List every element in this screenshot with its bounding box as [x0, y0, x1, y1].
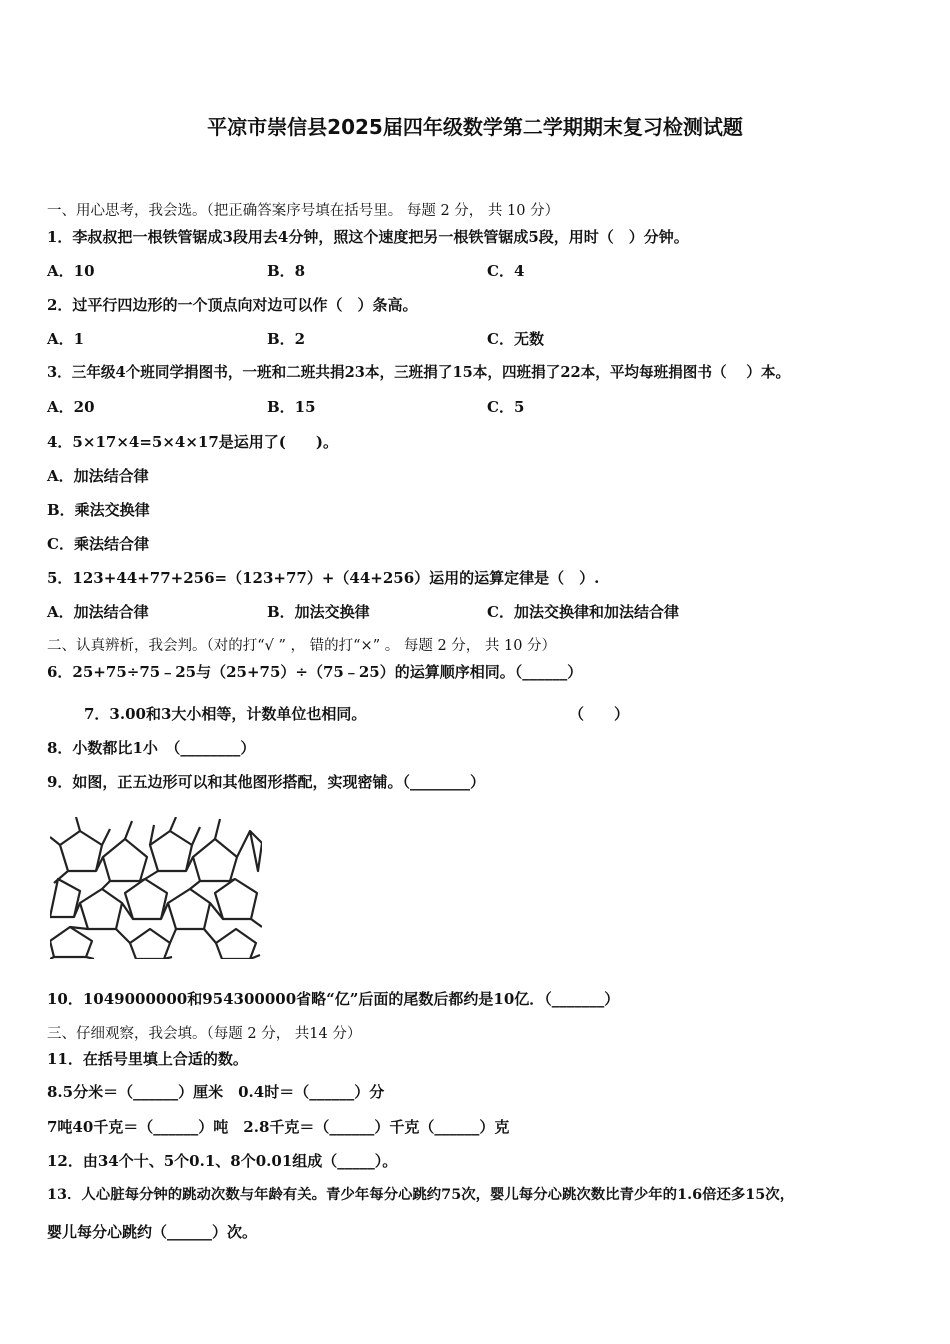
- q1-option-a: A．10: [47, 262, 95, 280]
- question-13-line-2: 婴儿每分心跳约（______）次。: [47, 1223, 258, 1241]
- pentagon-tiling-icon: [50, 817, 262, 959]
- q3-option-b: B．15: [267, 398, 316, 416]
- question-7: 7．3.00和3大小相等，计数单位也相同。: [84, 705, 367, 723]
- question-5: 5．123+44+77+256=（123+77）+（44+256）运用的运算定律是（ ）.: [47, 569, 600, 587]
- q4-option-c: C．乘法结合律: [47, 535, 149, 553]
- q4-option-b: B．乘法交换律: [47, 501, 150, 519]
- q11-line-2: 7吨40千克＝（______）吨 2.8千克＝（______）千克（______）克: [47, 1118, 510, 1136]
- q2-option-c: C．无数: [487, 330, 544, 348]
- section3-heading: 三、仔细观察，我会填。（每题 2 分， 共14 分）: [47, 1026, 362, 1042]
- q5-option-a: A．加法结合律: [47, 603, 149, 621]
- question-11: 11．在括号里填上合适的数。: [47, 1050, 248, 1068]
- q5-option-c: C．加法交换律和加法结合律: [487, 603, 679, 621]
- pentagon-tiling-figure: [50, 817, 262, 959]
- section2-heading: 二、认真辨析，我会判。（对的打“√ ” ， 错的打“×” 。 每题 2 分， 共 10 分）: [47, 638, 557, 654]
- question-1: 1．李叔叔把一根铁管锯成3段用去4分钟，照这个速度把另一根铁管锯成5段，用时（ ）分钟。: [47, 228, 689, 246]
- question-3: 3．三年级4个班同学捐图书，一班和二班共捐23本，三班捐了15本，四班捐了22本，平均每班捐图书（ ）本。: [47, 364, 791, 381]
- question-7-blank: （ ）: [569, 705, 630, 723]
- q5-option-b: B．加法交换律: [267, 603, 370, 621]
- question-8: 8．小数都比1小 （________）: [47, 739, 256, 757]
- question-2: 2．过平行四边形的一个顶点向对边可以作（ ）条高。: [47, 296, 418, 314]
- page-title: 平凉市崇信县2025届四年级数学第二学期期末复习检测试题: [207, 115, 743, 139]
- q1-option-b: B．8: [267, 262, 306, 280]
- q2-option-a: A．1: [47, 330, 85, 348]
- section1-heading: 一、用心思考，我会选。（把正确答案序号填在括号里。 每题 2 分， 共 10 分）: [47, 203, 560, 219]
- question-4: 4．5×17×4=5×4×17是运用了( )。: [47, 433, 338, 451]
- q3-option-c: C．5: [487, 398, 525, 416]
- q1-option-c: C．4: [487, 262, 525, 280]
- q2-option-b: B．2: [267, 330, 306, 348]
- question-10: 10．1049000000和954300000省略“亿”后面的尾数后都约是10亿．（_______）: [47, 990, 620, 1008]
- question-13-line-1: 13．人心脏每分钟的跳动次数与年龄有关。青少年每分心跳约75次，婴儿每分心跳次数比青少年的1.6倍还多15次，: [47, 1186, 795, 1203]
- q3-option-a: A．20: [47, 398, 95, 416]
- question-12: 12．由34个十、5个0.1、8个0.01组成（_____）。: [47, 1152, 398, 1170]
- question-9: 9．如图，正五边形可以和其他图形搭配，实现密铺。（________）: [47, 773, 485, 791]
- q11-line-1: 8.5分米＝（______）厘米 0.4时＝（______）分: [47, 1083, 385, 1101]
- question-6: 6．25+75÷75﹣25与（25+75）÷（75﹣25）的运算顺序相同。（______）: [47, 663, 583, 681]
- q4-option-a: A．加法结合律: [47, 467, 149, 485]
